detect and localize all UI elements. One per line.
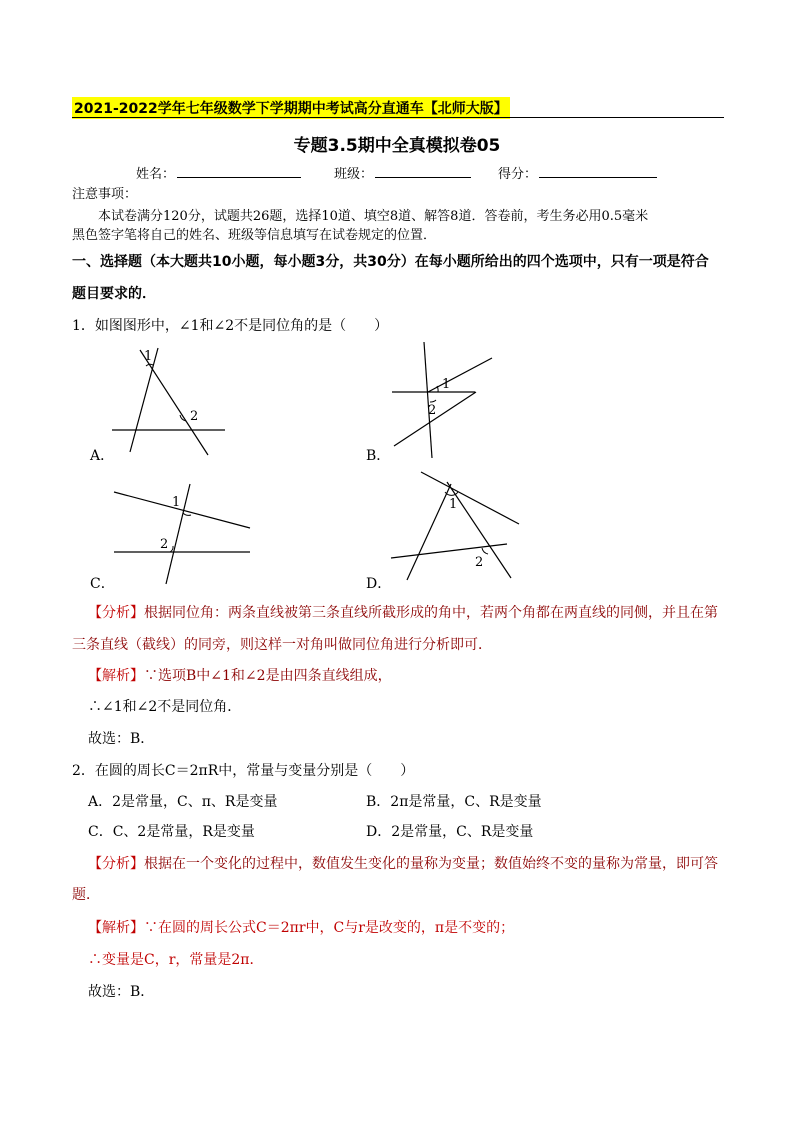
fig-d-letter: D． xyxy=(366,576,392,592)
fig-d-side-left xyxy=(407,484,451,580)
name-field xyxy=(136,163,301,182)
section-heading-line-2: 题目要求的． xyxy=(72,286,156,302)
fig-b-line-lower xyxy=(394,392,476,446)
score-field xyxy=(498,163,657,182)
fig-d-arc-2 xyxy=(482,548,488,554)
notice-heading: 注意事项： xyxy=(72,187,138,202)
q1-solution-tag: 【解析】 xyxy=(88,668,144,684)
q1-analysis-line-2: 三条直线（截线）的同旁，则这样一对角叫做同位角进行分析即可． xyxy=(72,637,492,653)
q1-analysis-line-1 xyxy=(88,602,718,622)
fig-c-letter: C． xyxy=(90,576,115,592)
q2-option-c: C．C、2是常量，R是变量 xyxy=(88,824,255,840)
q2-option-a: A．2是常量，C、π、R是变量 xyxy=(88,794,278,810)
q2-option-d: D．2是常量，C、R是变量 xyxy=(366,824,534,840)
fig-d-label-2: 2 xyxy=(475,555,484,570)
page-title: 专题3.5期中全真模拟卷05 xyxy=(293,136,501,156)
q2-solution-line-1 xyxy=(88,917,514,937)
fig-a-label-1: 1 xyxy=(144,349,153,364)
score-label: 得分： xyxy=(498,167,538,182)
fig-c-arc-1 xyxy=(183,513,191,515)
fig-c-line-top xyxy=(114,492,250,528)
q1-analysis-text-1: 根据同位角：两条直线被第三条直线所截形成的角中，若两个角都在两直线的同侧，并且在第 xyxy=(144,605,718,621)
section-heading-line-1: 一、选择题（本大题共10小题，每小题3分，共30分）在每小题所给出的四个选项中，只有一项是符合 xyxy=(72,254,709,270)
q2-stem: 2．在圆的周长C＝2πR中，常量与变量分别是（ ） xyxy=(72,763,415,779)
fig-a-line-right xyxy=(140,350,208,455)
fig-c-label-1: 1 xyxy=(172,495,181,510)
q2-analysis-line-1 xyxy=(88,853,718,873)
notice-line-1: 本试卷满分120分，试题共26题，选择10道、填空8道、解答8道．答卷前，考生务必用0.5毫米 xyxy=(98,209,649,224)
q2-solution-line-2: ∴变量是C，r，常量是2π． xyxy=(88,952,264,968)
fig-a-letter: A． xyxy=(90,448,115,464)
q1-solution-line-2: ∴∠1和∠2不是同位角． xyxy=(88,699,242,715)
fig-b-label-1: 1 xyxy=(442,377,451,392)
fig-d-label-1: 1 xyxy=(449,497,458,512)
q2-answer: 故选：B． xyxy=(88,984,155,1000)
fig-b-arc-1 xyxy=(437,386,438,392)
class-underline xyxy=(375,165,471,178)
figure-d xyxy=(385,466,530,586)
fig-a-label-2: 2 xyxy=(190,409,199,424)
fig-c-label-2: 2 xyxy=(160,537,169,552)
q1-solution-line-1 xyxy=(88,665,392,685)
name-underline xyxy=(177,165,301,178)
q1-stem: 1．如图图形中，∠1和∠2不是同位角的是（ ） xyxy=(72,318,389,334)
notice-line-2: 黑色签字笔将自己的姓名、班级等信息填写在试卷规定的位置． xyxy=(72,228,437,243)
header-banner: 2021-2022学年七年级数学下学期期中考试高分直通车【北师大版】 xyxy=(72,97,510,119)
figure-b xyxy=(380,336,490,461)
q1-analysis-tag: 【分析】 xyxy=(88,605,144,621)
class-field xyxy=(334,163,471,182)
fig-b-label-2: 2 xyxy=(428,403,437,418)
q1-solution-text-1: ∵选项B中∠1和∠2是由四条直线组成， xyxy=(144,668,392,684)
q2-solution-text-1: ∵在圆的周长公式C＝2πr中，C与r是改变的，π是不变的； xyxy=(144,920,515,936)
fig-b-line-vertical xyxy=(424,342,432,458)
q2-analysis-tag: 【分析】 xyxy=(88,856,144,872)
q1-answer: 故选：B． xyxy=(88,731,155,747)
figure-c xyxy=(100,478,260,588)
fig-b-letter: B． xyxy=(366,448,391,464)
q2-option-b: B．2π是常量，C、R是变量 xyxy=(366,794,542,810)
q2-analysis-line-2: 题． xyxy=(72,887,100,903)
q2-analysis-text-1: 根据在一个变化的过程中，数值发生变化的量称为变量；数值始终不变的量称为常量，即可答 xyxy=(144,856,718,872)
header-rule xyxy=(72,117,724,118)
fig-b-arc-2 xyxy=(430,400,436,402)
score-underline xyxy=(539,165,657,178)
q2-solution-tag: 【解析】 xyxy=(88,920,144,936)
fig-c-arc-2 xyxy=(170,546,173,552)
class-label: 班级： xyxy=(334,167,374,182)
name-label: 姓名： xyxy=(136,167,176,182)
